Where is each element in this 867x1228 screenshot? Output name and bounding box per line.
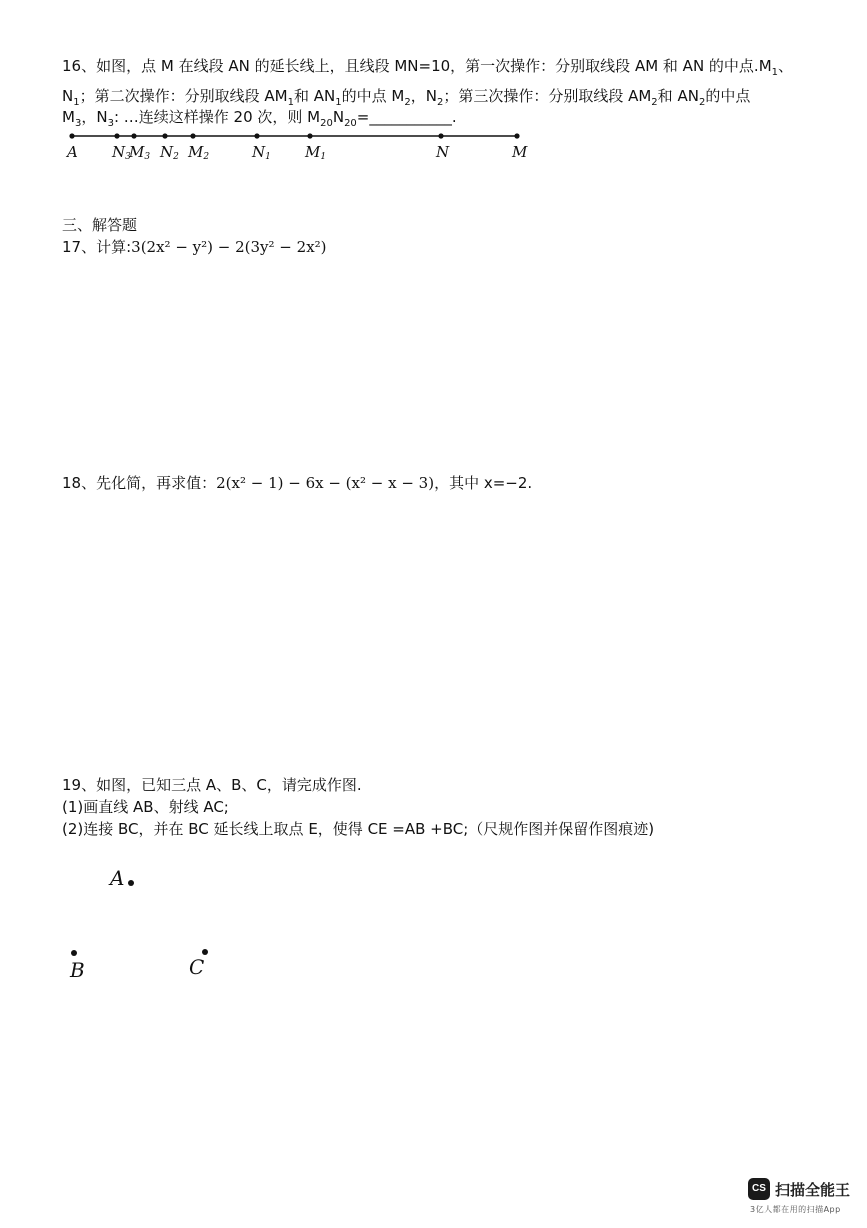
q16-line3: $M_3$，$N_3$: …连续这样操作 20 次，则 $M_{20}N_{20}=\_\_\_\_\_\_\_\_\_\_\_$. xyxy=(62,108,457,129)
point-b-label: B xyxy=(70,958,85,982)
q17-prefix: 17、计算: xyxy=(62,238,132,256)
point-a xyxy=(108,866,134,890)
q16-line1: 16、如图，点 M 在线段 AN 的延长线上，且线段 MN=10，第一次操作：分别取线段 AM 和 AN 的中点$.M_1$、 xyxy=(62,57,794,78)
point-a-label: A xyxy=(110,866,125,890)
segment-point-label: A xyxy=(67,143,78,161)
segment-point-label: M1 xyxy=(305,143,327,162)
point-b xyxy=(69,950,85,982)
q16-line2: $N_1$；第二次操作：分别取线段 $AM_1$和 $AN_1$的中点 $M_2$，$N_2$；第三次操作：分别取线段 $AM_2$和 $AN_2$的中点 xyxy=(62,87,751,108)
point-b-dot xyxy=(71,950,77,956)
section-heading: 三、解答题 xyxy=(62,216,138,234)
q19-line1: 19、如图，已知三点 A、B、C，请完成作图. xyxy=(62,776,362,794)
segment-point-label: M3 xyxy=(129,143,151,162)
q19-line3: (2)连接 BC，并在 BC 延长线上取点 E，使得 CE =AB +BC;（尺规作图并保留作图痕迹) xyxy=(62,820,655,838)
q18-prefix: 18、先化简，再求值： xyxy=(62,474,217,492)
q18-expression: 2(x² − 1) − 6x − (x² − x − 3) xyxy=(216,474,435,492)
scanner-watermark xyxy=(748,1176,858,1216)
segment-point-label: M2 xyxy=(188,143,210,162)
segment-point-label: M xyxy=(512,143,528,161)
segment-point-label: N2 xyxy=(160,143,179,162)
watermark-title: 扫描全能王 xyxy=(775,1181,851,1199)
q16-text: 16、如图，点 M 在线段 AN 的延长线上，且线段 MN=10，第一次操作：分别取线段 AM 和 AN 的中点. xyxy=(62,57,759,75)
point-a-dot xyxy=(128,880,134,886)
cs-logo-icon: CS xyxy=(748,1178,770,1200)
point-c-label: C xyxy=(189,955,205,979)
watermark-subtitle: 3亿人都在用的扫描App xyxy=(750,1205,841,1214)
point-c xyxy=(189,949,208,979)
segment-point-label: N xyxy=(436,143,450,161)
segment-point-label: N1 xyxy=(252,143,271,162)
q17-expression: 3(2x² − y²) − 2(3y² − 2x²) xyxy=(131,238,327,256)
q18-suffix: ，其中 x=−2. xyxy=(434,474,533,492)
q19-line2: (1)画直线 AB、射线 AC; xyxy=(62,798,229,816)
segment-point-label: N3 xyxy=(112,143,131,162)
